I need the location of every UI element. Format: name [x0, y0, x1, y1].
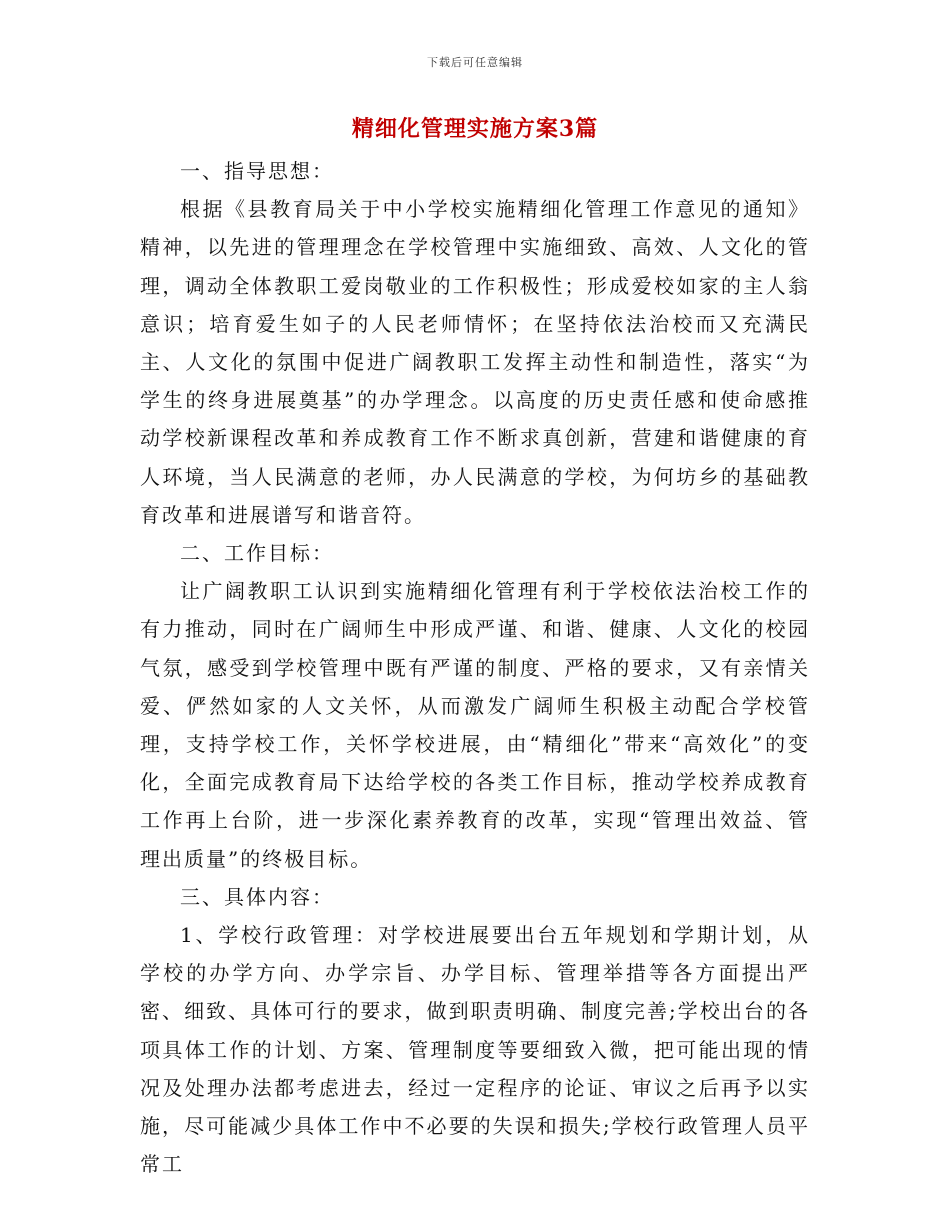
body-paragraph: 1、学校行政管理：对学校进展要出台五年规划和学期计划，从学校的办学方向、办学宗旨、办学目标、管理举措等各方面提出严密、细致、具体可行的要求，做到职责明确、制度完善;学校出台的各项具体工作的计划、方案、管理制度等要细致入微，把可能出现的情况及处理办法都考虑进去，经过一定程序的论证、审议之后再予以实施，尽可能减少具体工作中不必要的失误和损失;学校行政管理人员平常工	[140, 923, 810, 1177]
header-note: 下载后可任意编辑	[427, 56, 523, 69]
section-heading-guiding-thought: 一、指导思想：	[180, 159, 334, 183]
document-title: 精细化管理实施方案3篇	[351, 116, 599, 142]
document-body	[140, 152, 810, 1183]
section-heading-specific-content: 三、具体内容：	[180, 884, 334, 909]
section-heading-work-goals: 二、工作目标：	[180, 541, 334, 566]
body-paragraph: 让广阔教职工认识到实施精细化管理有利于学校依法治校工作的有力推动，同时在广阔师生中形成严谨、和谐、健康、人文化的校园气氛，感受到学校管理中既有严谨的制度、严格的要求，又有亲情关爱、俨然如家的人文关怀，从而激发广阔师生积极主动配合学校管理，支持学校工作，关怀学校进展，由“精细化”带来“高效化”的变化，全面完成教育局下达给学校的各类工作目标，推动学校养成教育工作再上台阶，进一步深化素养教育的改革，实现“管理出效益、管理出质量”的终极目标。	[140, 579, 810, 871]
body-paragraph: 根据《县教育局关于中小学校实施精细化管理工作意见的通知》精神，以先进的管理理念在学校管理中实施细致、高效、人文化的管理，调动全体教职工爱岗敬业的工作积极性；形成爱校如家的主人翁意识；培育爱生如子的人民老师情怀；在坚持依法治校而又充满民主、人文化的氛围中促进广阔教职工发挥主动性和制造性，落实“为学生的终身进展奠基”的办学理念。以高度的历史责任感和使命感推动学校新课程改革和养成教育工作不断求真创新，营建和谐健康的育人环境，当人民满意的老师，办人民满意的学校，为何坊乡的基础教育改革和进展谱写和谐音符。	[140, 197, 810, 527]
